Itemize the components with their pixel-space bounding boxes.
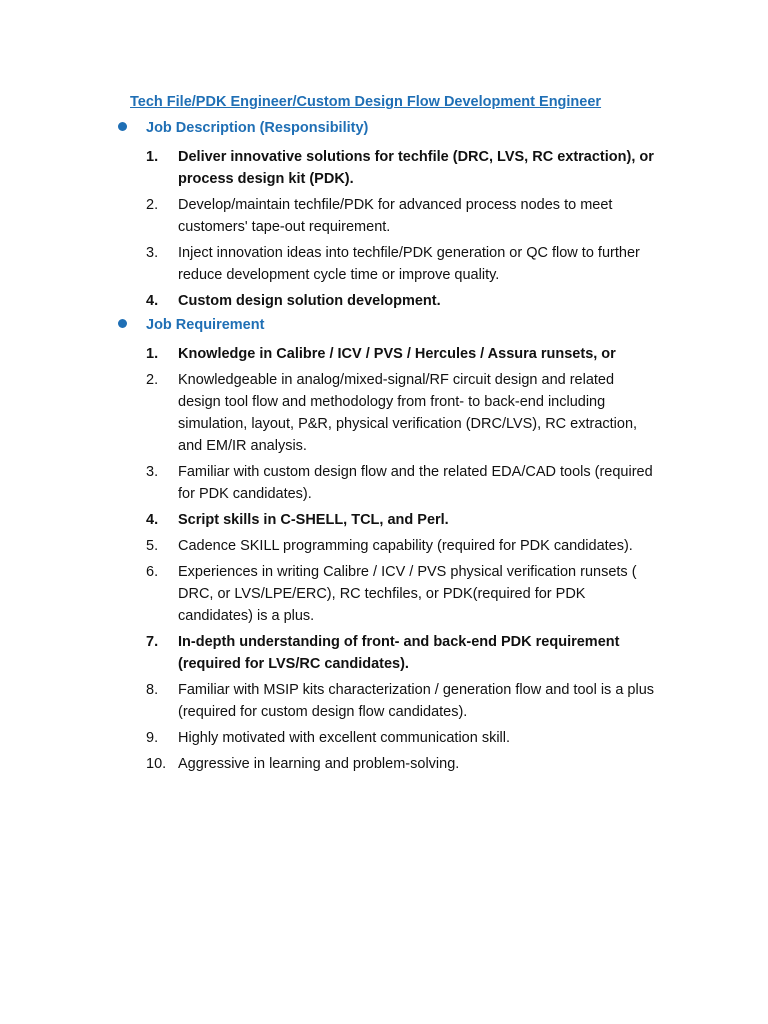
item-text: Familiar with custom design flow and the related EDA/CAD tools (required for PDK candidates).	[178, 464, 653, 502]
item-text: Knowledge in Calibre / ICV / PVS / Hercules / Assura runsets, or	[178, 346, 616, 362]
item-number: 2.	[146, 372, 159, 388]
section-heading-label: Job Requirement	[146, 317, 265, 333]
item-number: 5.	[146, 538, 159, 554]
list-item	[146, 679, 656, 723]
list-item	[146, 535, 656, 557]
list-item	[146, 727, 656, 749]
item-text: Aggressive in learning and problem-solving.	[178, 756, 460, 772]
list-item	[146, 194, 656, 238]
list-item	[146, 631, 656, 675]
item-text: Deliver innovative solutions for techfile (DRC, LVS, RC extraction), or process design kit (PDK).	[178, 149, 654, 187]
item-number: 8.	[146, 682, 159, 698]
item-number: 3.	[146, 245, 159, 261]
item-text: Knowledgeable in analog/mixed-signal/RF circuit design and related design tool flow and methodology from front- to back-end including simulation, layout, P&R, physical verification (DRC/LVS), RC extraction, and EM/IR analysis.	[178, 372, 638, 454]
item-number: 4.	[146, 293, 159, 309]
list-item	[146, 561, 656, 627]
item-number: 9.	[146, 730, 159, 746]
list-item	[146, 242, 656, 286]
list-item	[146, 509, 656, 531]
job-description-list	[146, 146, 656, 316]
item-number: 10.	[146, 756, 167, 772]
item-text: Familiar with MSIP kits characterization / generation flow and tool is a plus (required for custom design flow candidates).	[178, 682, 655, 720]
section-heading-job-requirement	[118, 317, 264, 333]
item-text: Experiences in writing Calibre / ICV / PVS physical verification runsets ( DRC, or LVS/LPE/ERC), RC techfiles, or PDK(required for PDK candidates) is a plus.	[178, 564, 637, 624]
list-item	[146, 461, 656, 505]
item-number: 2.	[146, 197, 159, 213]
item-number: 1.	[146, 149, 159, 165]
list-item	[146, 343, 656, 365]
list-item	[146, 146, 656, 190]
item-number: 6.	[146, 564, 159, 580]
item-text: Highly motivated with excellent communication skill.	[178, 730, 511, 746]
list-item	[146, 369, 656, 457]
document-title: Tech File/PDK Engineer/Custom Design Flow Development Engineer	[130, 94, 602, 110]
item-number: 4.	[146, 512, 159, 528]
section-heading-label: Job Description (Responsibility)	[146, 120, 369, 136]
list-item	[146, 290, 656, 312]
item-text: Script skills in C-SHELL, TCL, and Perl.	[178, 512, 449, 528]
job-requirement-list	[146, 343, 656, 779]
bullet-icon	[118, 319, 127, 328]
section-heading-job-description	[118, 120, 368, 136]
item-text: Develop/maintain techfile/PDK for advanced process nodes to meet customers' tape-out requirement.	[178, 197, 613, 235]
item-text: In-depth understanding of front- and back-end PDK requirement (required for LVS/RC candidates).	[178, 634, 620, 672]
bullet-icon	[118, 122, 127, 131]
item-number: 1.	[146, 346, 159, 362]
list-item	[146, 753, 656, 775]
item-text: Custom design solution development.	[178, 293, 441, 309]
item-text: Cadence SKILL programming capability (required for PDK candidates).	[178, 538, 633, 554]
item-number: 3.	[146, 464, 159, 480]
item-text: Inject innovation ideas into techfile/PDK generation or QC flow to further reduce development cycle time or improve quality.	[178, 245, 640, 283]
item-number: 7.	[146, 634, 159, 650]
